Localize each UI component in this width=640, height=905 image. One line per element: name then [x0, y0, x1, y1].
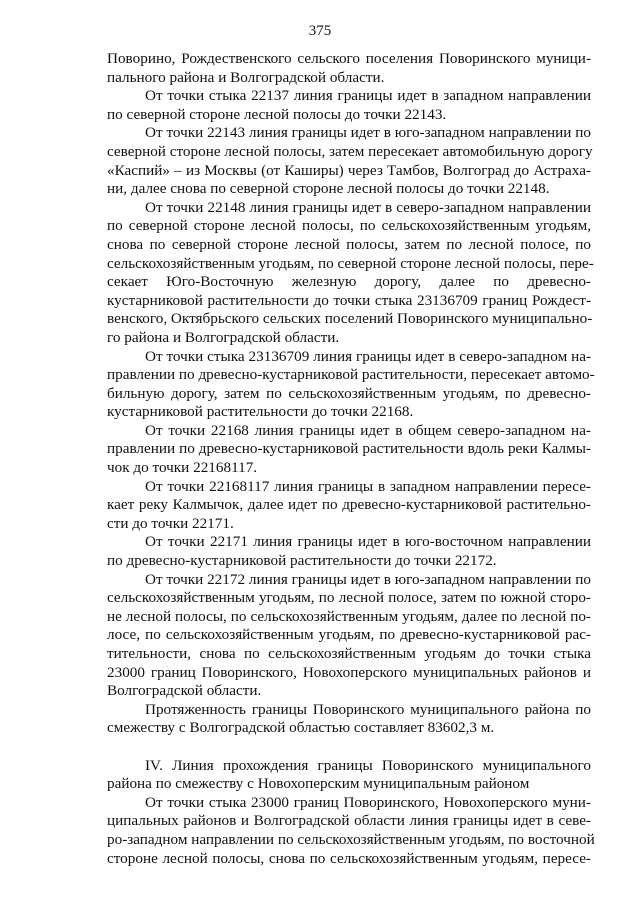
- text-line: Протяженность границы Поворинского муниципального района по: [145, 700, 591, 718]
- heading-line: IV. Линия прохождения границы Поворинского муниципального: [145, 756, 591, 774]
- text-line: ро-западном направлении по сельскохозяйственным угодьям, по восточной: [107, 830, 595, 848]
- paragraph-continuation: [107, 50, 591, 87]
- paragraph-point-22172: [107, 571, 591, 701]
- paragraph-point-22171: [107, 533, 591, 570]
- paragraph-point-22168117: [107, 478, 591, 534]
- text-line: Поворино, Рождественского сельского поселения Поворинского муници-: [107, 50, 591, 67]
- text-line: лосе, по сельскохозяйственным угодьям, по древесно-кустарниковой рас-: [107, 626, 591, 644]
- paragraph-point-22148: [107, 198, 594, 348]
- text-line: по северной стороне лесной полосы до точки 22143.: [107, 105, 447, 123]
- text-line: Волгоградской области.: [107, 682, 262, 700]
- text-line: пального района и Волгоградской области.: [107, 68, 385, 86]
- text-line: сти до точки 22171.: [107, 514, 234, 532]
- text-line: От точки 22171 линия границы идет в юго-восточном направлении: [145, 533, 591, 551]
- document-body: [107, 50, 595, 868]
- heading-line: района по смежеству с Новохоперским муниципальным районом: [107, 775, 530, 793]
- paragraph-border-length: [107, 701, 591, 738]
- text-line: северной стороне лесной полосы, затем пересекает автомобильную дорогу: [107, 142, 593, 160]
- text-line: От точки 22143 линия границы идет в юго-западном направлении по: [145, 124, 591, 142]
- blank-line: [107, 738, 591, 757]
- text-line: стороне лесной полосы, снова по сельскохозяйственным угодьям, пересе-: [107, 849, 591, 867]
- text-line: чок до точки 22168117.: [107, 459, 258, 477]
- text-line: бильную дорогу, затем по сельскохозяйственным угодьям, по древесно-: [107, 384, 591, 402]
- paragraph-point-22137: [107, 87, 591, 124]
- text-line: сельскохозяйственным угодьям, по северной стороне лесной полосы, пере-: [107, 254, 594, 272]
- text-line: кустарниковой растительности до точки 22168.: [107, 403, 414, 421]
- text-line: «Каспий» – из Москвы (от Каширы) через Тамбов, Волгоград до Астраха-: [107, 161, 591, 179]
- text-line: тительности, снова по сельскохозяйственным угодьям до точки стыка: [107, 645, 591, 662]
- paragraph-point-23136709: [107, 347, 595, 422]
- text-line: по древесно-кустарниковой растительности до точки 22172.: [107, 552, 497, 570]
- text-line: правлении по древесно-кустарниковой растительности, пересекает автомо-: [107, 366, 595, 384]
- text-line: ни, далее снова по северной стороне лесной полосы до точки 22148.: [107, 180, 550, 198]
- text-line: го района и Волгоградской области.: [107, 328, 340, 346]
- text-line: не лесной полосы, по сельскохозяйственным угодьям, далее по лесной по-: [107, 607, 591, 625]
- text-line: сельскохозяйственным угодьям, по лесной полосе, затем по южной сторо-: [107, 589, 591, 607]
- text-line: правлении по древесно-кустарниковой растительности вдоль реки Калмы-: [107, 440, 591, 458]
- text-line: От точки 22172 линия границы идет в юго-западном направлении по: [145, 570, 591, 588]
- text-line: по северной стороне лесной полосы, по сельскохозяйственным угодьям,: [107, 217, 591, 235]
- paragraph-point-22168: [107, 422, 591, 478]
- text-line: 23000 границ Поворинского, Новохоперского муниципальных районов и: [107, 663, 591, 681]
- text-line: От точки 22148 линия границы идет в северо-западном направлении: [145, 198, 591, 216]
- text-line: смежеству с Волгоградской областью составляет 83602,3 м.: [107, 719, 495, 737]
- text-line: кает реку Калмычок, далее идет по древесно-кустарниковой растительно-: [107, 496, 591, 514]
- text-line: секает Юго-Восточную железную дорогу, далее по древесно-: [107, 273, 591, 291]
- paragraph-point-23000: [107, 793, 595, 868]
- text-line: От точки стыка 23136709 линия границы идет в северо-западном на-: [145, 347, 591, 365]
- section-heading: [107, 757, 591, 794]
- text-line: От точки стыка 23000 границ Поворинского, Новохоперского муни-: [145, 793, 591, 811]
- text-line: От точки 22168117 линия границы в западном направлении пересе-: [145, 477, 591, 495]
- page-number: 375: [308, 23, 332, 39]
- text-line: От точки 22168 линия границы идет в общем северо-западном на-: [145, 421, 591, 439]
- paragraph-point-22143: [107, 124, 591, 198]
- text-line: снова по северной стороне лесной полосы, затем по лесной полосе, по: [107, 235, 591, 253]
- text-line: кустарниковой растительности до точки стыка 23136709 границ Рождест-: [107, 291, 591, 309]
- text-line: От точки стыка 22137 линия границы идет в западном направлении: [145, 87, 591, 105]
- text-line: венского, Октябрьского сельских поселений Поворинского муниципально-: [107, 310, 593, 328]
- text-line: ципальных районов и Волгоградской области линия границы идет в севе-: [107, 812, 591, 830]
